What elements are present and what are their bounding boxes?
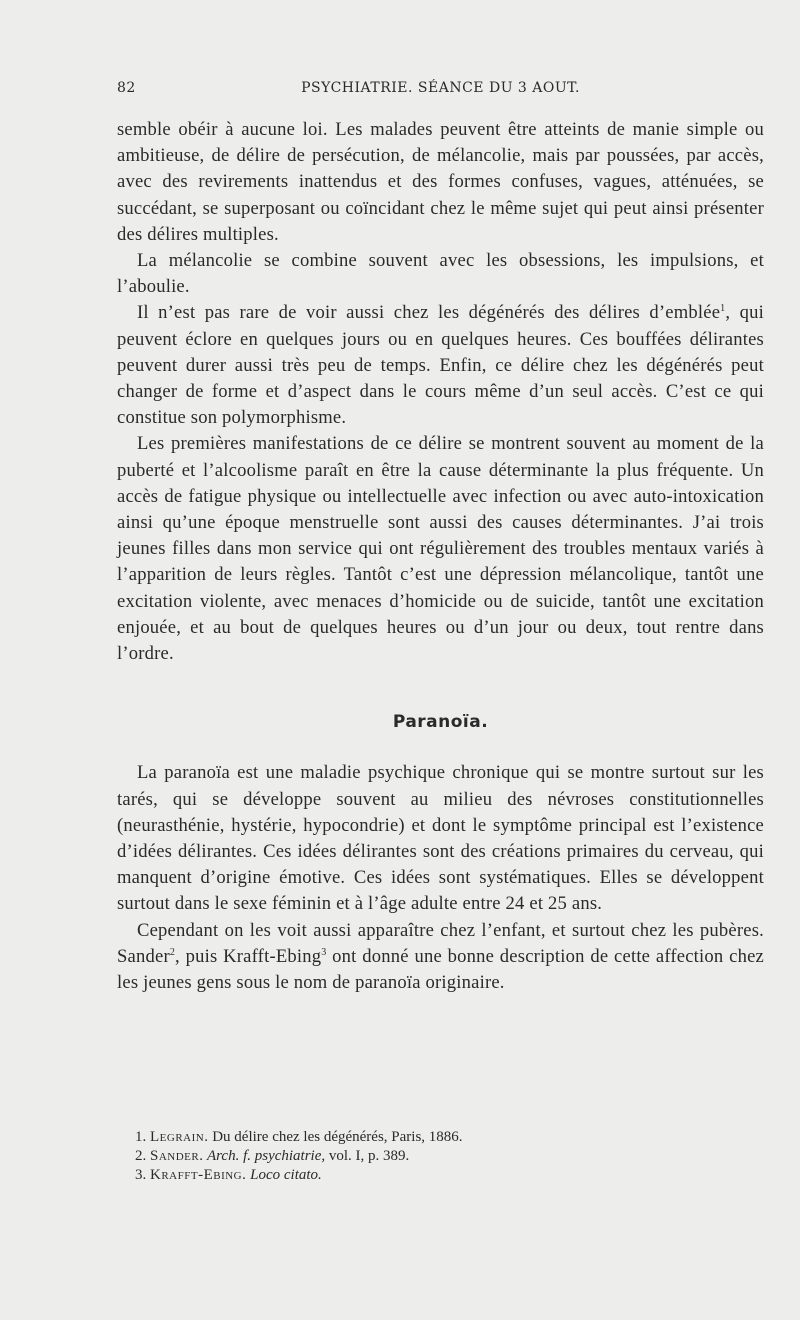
paragraph: semble obéir à aucune loi. Les malades peuvent être atteints de manie simple ou ambitieuse, de délire de persécution, de mélancolie, mais par poussées, par accès, avec des revirements inattendus et des formes confuses, vagues, atténuées, se succédant, se superposant ou coïncidant chez le même sujet qui peut ainsi présenter des délires multiples. [117,119,764,245]
paragraph: Les premières manifestations de ce délire se montrent souvent au moment de la puberté et l’alcoolisme paraît en être la cause déterminante la plus fréquente. Un accès de fatigue physique ou intellectuelle avec infection ou avec auto-intoxication ainsi qu’une époque menstruelle sont aussi des causes déterminantes. J’ai trois jeunes filles dans mon service qui ont régulièrement des troubles mentaux variés à l’apparition de leurs règles. Tantôt c’est une dépression mélancolique, tantôt une excitation violente, avec menaces d’homicide ou de suicide, tantôt une excitation enjouée, et au bout de quelques heures ou d’un jour ou deux, tout rentre dans l’ordre. [117,433,764,665]
footnote [135,1166,755,1185]
paragraph: La paranoïa est une maladie psychique chronique qui se montre surtout sur les tarés, qui se développe souvent au milieu des névroses constitutionnelles (neurasthénie, hystérie, hypocondrie) et dont le symptôme principal est l’existence d’idées délirantes. Ces idées délirantes sont des créations primaires du cerveau, qui manquent d’origine émotive. Ces idées sont systématiques. Elles se développent surtout dans le sexe féminin et à l’âge adulte entre 24 et 25 ans. [117,762,764,915]
footnote-text: Du délire chez les dégénérés, Paris, 1886. [208,1129,463,1145]
paragraph-text: Cependant on les voit aussi apparaître chez l’enfant, et surtout chez les pubères. Sander [117,919,764,967]
paragraph-text: ont donné une bonne description de cette affection chez les jeunes gens sous le nom de paranoïa originaire. [117,945,764,994]
body-text [117,117,764,996]
footnote-number: 2. [135,1148,147,1164]
footnote-author: Legrain. [150,1129,209,1145]
section-title: Paranoïa. [392,712,489,733]
footnote-ref[interactable]: 1 [720,303,726,315]
running-head [117,80,764,100]
footnote [135,1128,755,1147]
paragraph-text: Il n’est pas rare de voir aussi chez les dégénérés des délires d’emblée [137,302,721,324]
footnote-ref[interactable]: 2 [169,946,176,958]
footnotes [135,1128,755,1185]
paragraph [117,300,764,431]
paragraph-text: , qui peuvent éclore en quelques jours ou en quelques heures. Ces bouffées délirantes peuvent durer aussi très peu de temps. Enfin, ce délire chez les dégénérés peut changer de forme et d’aspect dans le cours même d’un seul accès. C’est ce qui constitue son polymorphisme. [117,302,764,429]
paragraph: La mélancolie se combine souvent avec les obsessions, les impulsions, et l’aboulie. [117,250,764,298]
footnote-title: Loco citato. [246,1167,322,1183]
footnote-author: Krafft-Ebing. [150,1167,247,1183]
running-head-title: PSYCHIATRIE. SÉANCE DU 3 AOUT. [301,80,580,96]
footnote-ref[interactable]: 3 [321,946,327,958]
footnote-number: 1. [135,1129,147,1145]
footnote-text: vol. I, p. 389. [325,1148,410,1164]
footnote-number: 3. [135,1167,147,1183]
footnote-author: Sander. [150,1148,204,1164]
footnote-title: Arch. f. psychiatrie, [203,1148,326,1164]
paragraph [117,918,764,997]
paragraph-text: , puis Krafft-Ebing [175,945,322,967]
page-number: 82 [117,80,136,96]
footnote [135,1147,755,1166]
